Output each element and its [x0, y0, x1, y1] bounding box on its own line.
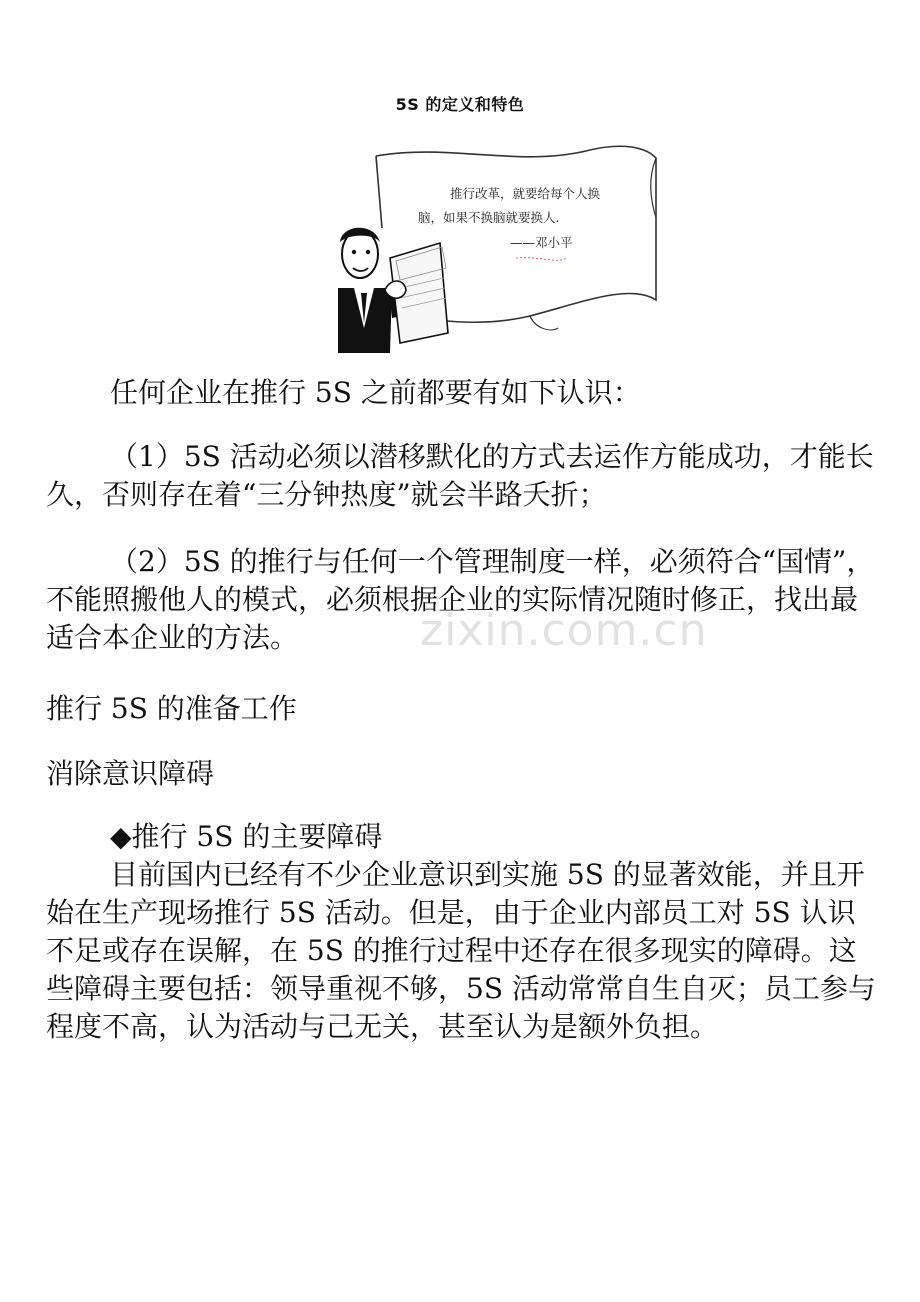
- heading-preparation: 推行 5S 的准备工作: [46, 692, 297, 725]
- cartoon-man-with-scroll-illustration: [330, 138, 665, 353]
- paragraph-barriers-detail: 目前国内已经有不少企业意识到实施 5S 的显著效能，并且开始在生产现场推行 5S 活动。但是，由于企业内部员工对 5S 认识不足或存在误解，在 5S 的推行过程中还存在很多现实的障碍。这些障碍主要包括：领导重视不够，5S 活动常常自生自灭；员工参与程度不高，认为活动与己无关，甚至认为是额外负担。: [46, 858, 876, 1043]
- document-in-hand: [385, 243, 448, 343]
- paragraph-intro: 任何企业在推行 5S 之前都要有如下认识：: [110, 376, 641, 409]
- quote-line-2: 脑，如果不换脑就要换人.: [418, 210, 560, 225]
- document-title: 5S 的定义和特色: [395, 95, 525, 114]
- heading-remove-barriers: 消除意识障碍: [46, 757, 215, 790]
- paragraph-point-2: （2）5S 的推行与任何一个管理制度一样，必须符合“国情”，不能照搬他人的模式，必须根据企业的实际情况随时修正，找出最适合本企业的方法。: [46, 545, 875, 654]
- quote-line-1: 推行改革，就要给每个人换: [450, 186, 601, 201]
- paragraph-point-1: （1）5S 活动必须以潜移默化的方式去运作方能成功，才能长久，否则存在着“三分钟热度”就会半路夭折；: [46, 440, 874, 511]
- heading-main-barriers: ◆推行 5S 的主要障碍: [110, 820, 383, 853]
- quote-attribution: ——邓小平: [510, 235, 573, 250]
- watermark: zixin.com.cn: [420, 605, 708, 656]
